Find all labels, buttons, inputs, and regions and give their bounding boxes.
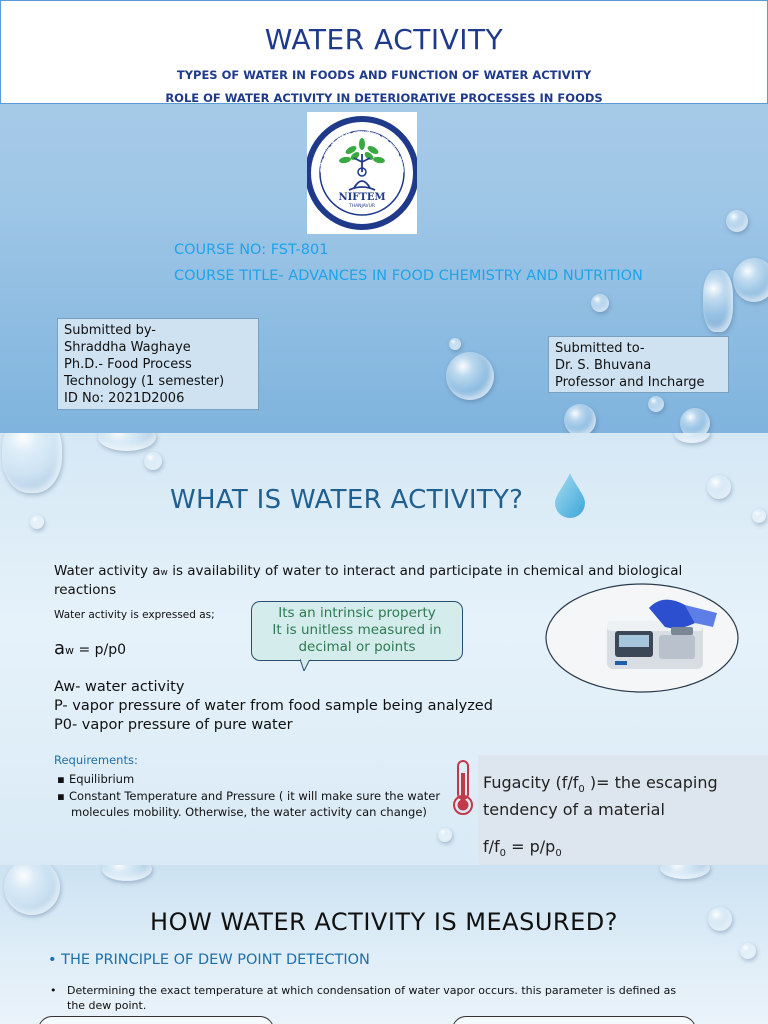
logo-name: NIFTEM [338,192,386,203]
student-name: Shraddha Waghaye [64,340,191,355]
water-droplet [446,352,494,400]
niftem-logo [307,112,417,234]
definition-aw: Aw- water activity [54,679,185,695]
water-droplet [564,404,596,433]
submitted-to-box [548,336,729,393]
student-id: ID No: 2021D2006 [64,391,185,406]
water-droplet [752,509,766,523]
course-number: COURSE NO: FST-801 [174,242,329,258]
formula-rest: = p/p0 [74,642,127,658]
requirement-text-cont: molecules mobility. Otherwise, the water activity can change) [71,805,427,819]
submitted-to-label: Submitted to- [555,341,645,356]
fug-eq-sub2: 0 [555,848,562,860]
subtitle-line-2: ROLE OF WATER ACTIVITY IN DETERIORATIVE PROCESSES IN FOODS [165,91,603,105]
slide-what-is-water-activity [0,433,768,865]
water-droplet [733,258,768,302]
fugacity-subscript: 0 [578,784,585,796]
formula-a: a [54,638,66,659]
bullet-square-icon: ▪ [57,772,65,786]
fug-eq-sub1: 0 [499,848,507,860]
callout-line-1: Its an intrinsic property [278,605,436,621]
dew-point-principle: • THE PRINCIPLE OF DEW POINT DETECTION [48,952,370,968]
dew-point-description: • Determining the exact temperature at which condensation of water vapor occurs. this parameter is defined as the dew point. [50,983,730,1013]
title-box [0,0,768,104]
slide-title-heading: WATER ACTIVITY [264,23,504,56]
logo-arc-text: राष्ट्रीय खाद्य प्रौद्योगिकी उद्यमशीलता एवं प्रबंधन संस्थान [318,129,406,173]
fugacity-box [478,755,768,865]
slide3-title: HOW WATER ACTIVITY IS MEASURED? [150,908,618,936]
slide2-title: WHAT IS WATER ACTIVITY? [170,485,524,515]
fug-eq-mid: = p/p [506,837,556,856]
fugacity-definition [483,773,765,820]
water-droplet [102,865,152,881]
water-droplet [591,294,609,312]
formula-w: w [65,644,75,657]
water-droplet [660,865,710,879]
expressed-as-label: Water activity is expressed as; [54,609,215,621]
student-program: Ph.D.- Food Process [64,357,192,372]
fugacity-equation [483,837,562,859]
water-droplet [30,515,44,529]
slide-title [0,0,768,433]
diagram-box-left [38,1016,274,1024]
water-droplet [707,475,731,499]
water-droplet [680,408,710,433]
water-droplet [648,396,664,412]
water-droplet [726,210,748,232]
fug-eq-start: f/f [483,837,500,856]
water-droplet [740,943,756,959]
bullet-square-icon: ▪ [57,789,65,803]
water-droplet [703,270,733,332]
requirement-text: Constant Temperature and Pressure ( it will make sure the water [69,789,441,803]
requirement-text: Equilibrium [69,772,135,786]
definition-text-start: Water activity a [54,563,161,579]
water-droplet [98,433,156,451]
logo-place: THANJAVUR [348,204,376,209]
fugacity-text-end: )= the escaping tendency of a material [483,773,718,820]
course-title: COURSE TITLE- ADVANCES IN FOOD CHEMISTRY AND NUTRITION [174,268,643,284]
professor-title: Professor and Incharge [555,375,705,390]
requirement-item [57,788,457,820]
definition-p: P- vapor pressure of water from food sample being analyzed [54,698,493,714]
fugacity-text-start: Fugacity (f/f [483,773,579,792]
diagram-box-right [452,1016,696,1024]
intrinsic-property-callout [251,601,463,661]
dew-point-principle-text: THE PRINCIPLE OF DEW POINT DETECTION [61,952,370,968]
submitted-by-box [57,318,259,410]
definition-subscript: w [160,568,168,578]
thermometer-icon [449,759,477,817]
water-drop-icon [553,471,587,519]
water-activity-formula [54,638,126,659]
requirement-item [57,771,134,787]
dew-point-description-text: Determining the exact temperature at which condensation of water vapor occurs. this parameter is defined as [66,984,677,997]
requirements-heading: Requirements: [54,753,138,767]
water-droplet [449,338,461,350]
callout-pointer [300,659,314,671]
dew-point-description-cont: the dew point. [67,999,147,1012]
definition-p0: P0- vapor pressure of pure water [54,717,293,733]
callout-line-2: It is unitless measured in [272,622,442,638]
slide-how-measured [0,865,768,1024]
student-program-cont: Technology (1 semester) [64,374,225,389]
water-activity-meter-image [545,583,739,693]
water-droplet [674,433,710,443]
callout-line-3: decimal or points [298,639,416,655]
water-droplet [144,452,162,470]
submitted-by-label: Submitted by- [64,323,157,338]
water-droplet [2,433,62,493]
subtitle-line-1: TYPES OF WATER IN FOODS AND FUNCTION OF WATER ACTIVITY [176,68,592,82]
water-droplet [438,828,452,842]
professor-name: Dr. S. Bhuvana [555,358,652,373]
definition-text-end: is availability of water to interact and participate in chemical and biological reactions [54,563,683,598]
